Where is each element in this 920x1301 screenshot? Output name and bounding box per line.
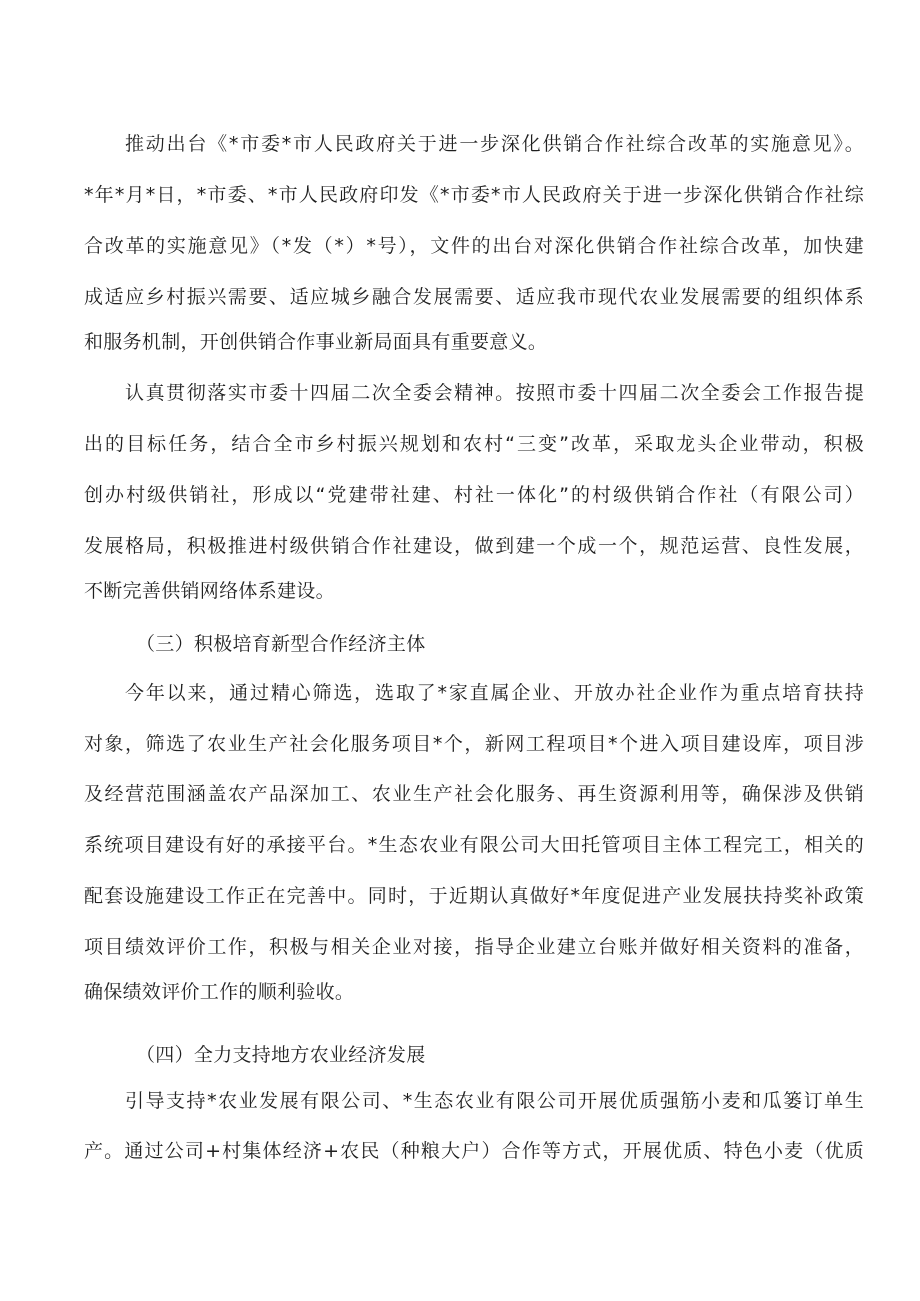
paragraph-3-line-6: 项目绩效评价工作，积极与相关企业对接，指导企业建立台账并做好相关资料的准备， [84, 936, 864, 958]
section-heading-3: （三）积极培育新型合作经济主体 [136, 633, 426, 655]
paragraph-2-line-1: 认真贯彻落实市委十四届二次全委会精神。按照市委十四届二次全委会工作报告提 [125, 382, 864, 404]
section-heading-4: （四）全力支持地方农业经济发展 [136, 1044, 426, 1066]
paragraph-1-line-5: 和服务机制，开创供销合作事业新局面具有重要意义。 [84, 331, 548, 353]
paragraph-3-line-3: 及经营范围涵盖农产品深加工、农业生产社会化服务、再生资源利用等，确保涉及供销 [84, 783, 864, 805]
paragraph-1-line-1: 推动出台《*市委*市人民政府关于进一步深化供销合作社综合改革的实施意见》。 [125, 133, 864, 155]
paragraph-4-line-2: 产。通过公司+村集体经济+农民（种粮大户）合作等方式，开展优质、特色小麦（优质 [84, 1140, 864, 1162]
paragraph-3-line-4: 系统项目建设有好的承接平台。*生态农业有限公司大田托管项目主体工程完工，相关的 [84, 834, 864, 856]
paragraph-3-line-7: 确保绩效评价工作的顺利验收。 [84, 981, 355, 1003]
paragraph-3-line-2: 对象，筛选了农业生产社会化服务项目*个，新网工程项目*个进入项目建设库，项目涉 [84, 733, 864, 755]
paragraph-1-line-2: *年*月*日，*市委、*市人民政府印发《*市委*市人民政府关于进一步深化供销合作社综 [84, 184, 864, 206]
paragraph-2-line-4: 发展格局，积极推进村级供销合作社建设，做到建一个成一个，规范运营、良性发展， [84, 535, 864, 557]
paragraph-2-line-3: 创办村级供销社，形成以“党建带社建、村社一体化”的村级供销合作社（有限公司） [84, 484, 864, 506]
paragraph-2-line-2: 出的目标任务，结合全市乡村振兴规划和农村“三变”改革，采取龙头企业带动，积极 [84, 433, 864, 455]
paragraph-1-line-3: 合改革的实施意见》（*发（*）*号），文件的出台对深化供销合作社综合改革，加快建 [84, 235, 864, 257]
paragraph-4-line-1: 引导支持*农业发展有限公司、*生态农业有限公司开展优质强筋小麦和瓜篓订单生 [125, 1090, 864, 1112]
paragraph-3-line-5: 配套设施建设工作正在完善中。同时，于近期认真做好*年度促进产业发展扶持奖补政策 [84, 885, 864, 907]
paragraph-3-line-1: 今年以来，通过精心筛选，选取了*家直属企业、开放办社企业作为重点培育扶持 [125, 682, 864, 704]
paragraph-2-line-5: 不断完善供销网络体系建设。 [84, 580, 335, 602]
paragraph-1-line-4: 成适应乡村振兴需要、适应城乡融合发展需要、适应我市现代农业发展需要的组织体系 [84, 286, 864, 308]
